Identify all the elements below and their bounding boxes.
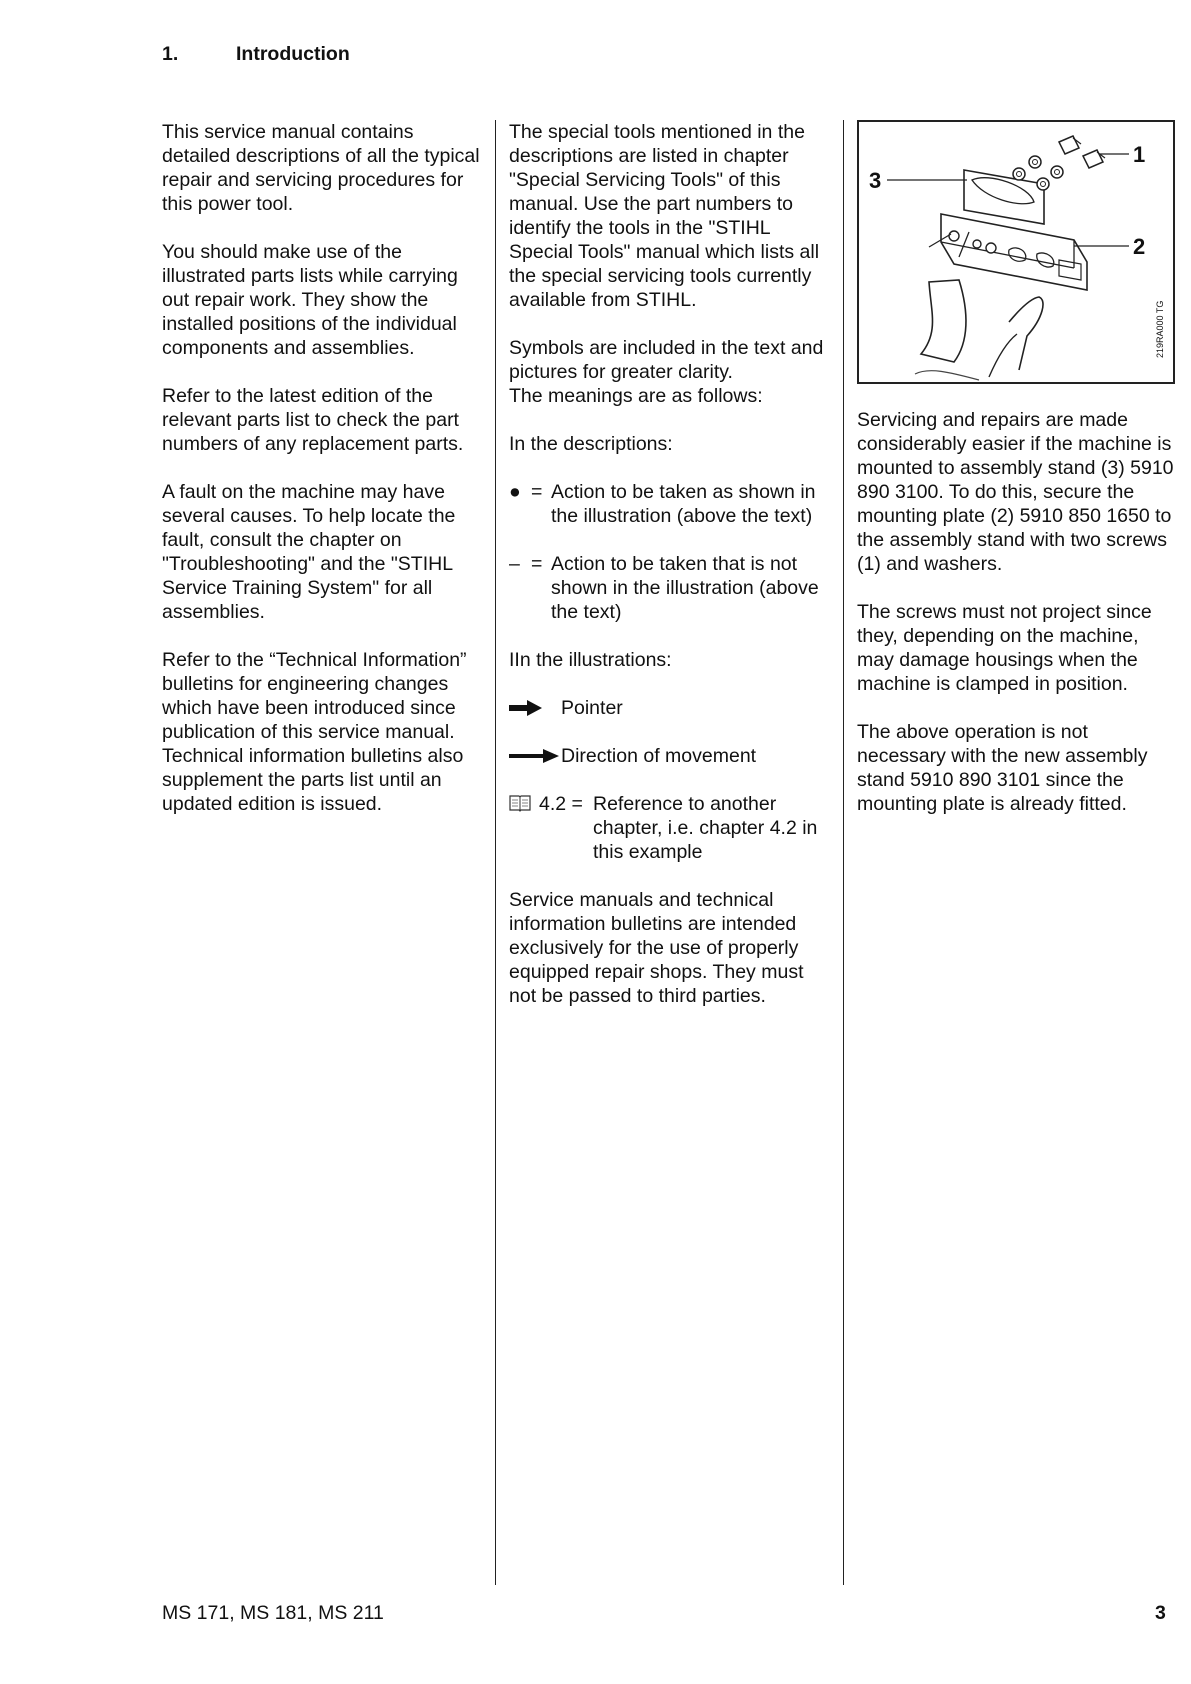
- illustrations-heading: IIn the illustrations:: [509, 649, 672, 671]
- pointer-legend: [509, 696, 831, 720]
- column-2: [509, 120, 831, 1032]
- symbol-row-action-shown: [509, 480, 831, 528]
- chapter-title: Introduction: [236, 43, 350, 65]
- symbols-intro: Symbols are included in the text and pictures for greater clarity.: [509, 337, 824, 383]
- dash-symbol: –: [509, 553, 520, 575]
- paragraph: A fault on the machine may have several causes. To help locate the fault, consult the chapter on "Troubleshooting" and the "STIHL Service Training System" for all assemblies.: [162, 481, 456, 623]
- paragraph: Refer to the “Technical Information” bulletins for engineering changes which have been introduced since publication of this service manual. Technical information bulletins also supplement the parts list until an updated edition is issued.: [162, 649, 467, 815]
- direction-legend: [509, 744, 831, 768]
- symbol-meaning: Action to be taken that is not shown in the illustration (above the text): [551, 553, 819, 623]
- column-1: [162, 120, 480, 840]
- symbol-row-action-not-shown: [509, 552, 831, 624]
- callout-1: 1: [1133, 142, 1146, 167]
- column-3: [857, 120, 1175, 840]
- meanings-intro: The meanings are as follows:: [509, 385, 763, 407]
- direction-arrow-icon: [509, 749, 561, 763]
- bullet-symbol: ●: [509, 481, 521, 503]
- equals-sign: =: [531, 553, 543, 575]
- callout-3: 3: [869, 168, 882, 193]
- paragraph: Refer to the latest edition of the relevant parts list to check the part numbers of any replacement parts.: [162, 385, 464, 455]
- book-icon: [509, 794, 533, 814]
- pointer-label: Pointer: [561, 697, 623, 719]
- reference-meaning: Reference to another chapter, i.e. chapter 4.2 in this example: [593, 793, 818, 863]
- paragraph: The above operation is not necessary with the new assembly stand 5910 890 3101 since the mounting plate is already fitted.: [857, 721, 1148, 815]
- assembly-stand-illustration: [859, 122, 1173, 382]
- special-tools-paragraph: The special tools mentioned in the descriptions are listed in chapter "Special Servicing Tools" of this manual. Use the part numbers to identify the tools in the "STIHL Special Tools" manual which lists all the special servicing tools currently available from STIHL.: [509, 121, 820, 311]
- footer-models: MS 171, MS 181, MS 211: [162, 1602, 384, 1624]
- figure-code: 219RA000 TG: [1155, 300, 1165, 358]
- reference-code: 4.2 =: [539, 793, 583, 815]
- direction-label: Direction of movement: [561, 745, 757, 767]
- column-divider-1: [495, 120, 496, 1585]
- chapter-heading: [162, 42, 350, 66]
- symbol-meaning: Action to be taken as shown in the illustration (above the text): [551, 481, 816, 527]
- callout-2: 2: [1133, 234, 1146, 259]
- chapter-number: 1.: [162, 43, 179, 65]
- column-divider-2: [843, 120, 844, 1585]
- reference-legend: [509, 792, 831, 864]
- paragraph: This service manual contains detailed descriptions of all the typical repair and servicing procedures for this power tool.: [162, 121, 480, 215]
- paragraph: You should make use of the illustrated parts lists while carrying out repair work. They show the installed positions of the individual components and assemblies.: [162, 241, 458, 359]
- equals-sign: =: [531, 481, 543, 503]
- paragraph: Servicing and repairs are made considerably easier if the machine is mounted to assembly stand (3) 5910 890 3100. To do this, secure the mounting plate (2) 5910 850 1650 to the assembly stand with two screws (1) and washers.: [857, 409, 1174, 575]
- closing-paragraph: Service manuals and technical information bulletins are intended exclusively for the use of properly equipped repair shops. They must not be passed to third parties.: [509, 889, 804, 1007]
- paragraph: The screws must not project since they, depending on the machine, may damage housings when the machine is clamped in position.: [857, 601, 1152, 695]
- pointer-arrow-icon: [509, 700, 561, 716]
- page-number: 3: [1155, 1602, 1166, 1624]
- descriptions-heading: In the descriptions:: [509, 433, 673, 455]
- assembly-stand-figure: [857, 120, 1175, 384]
